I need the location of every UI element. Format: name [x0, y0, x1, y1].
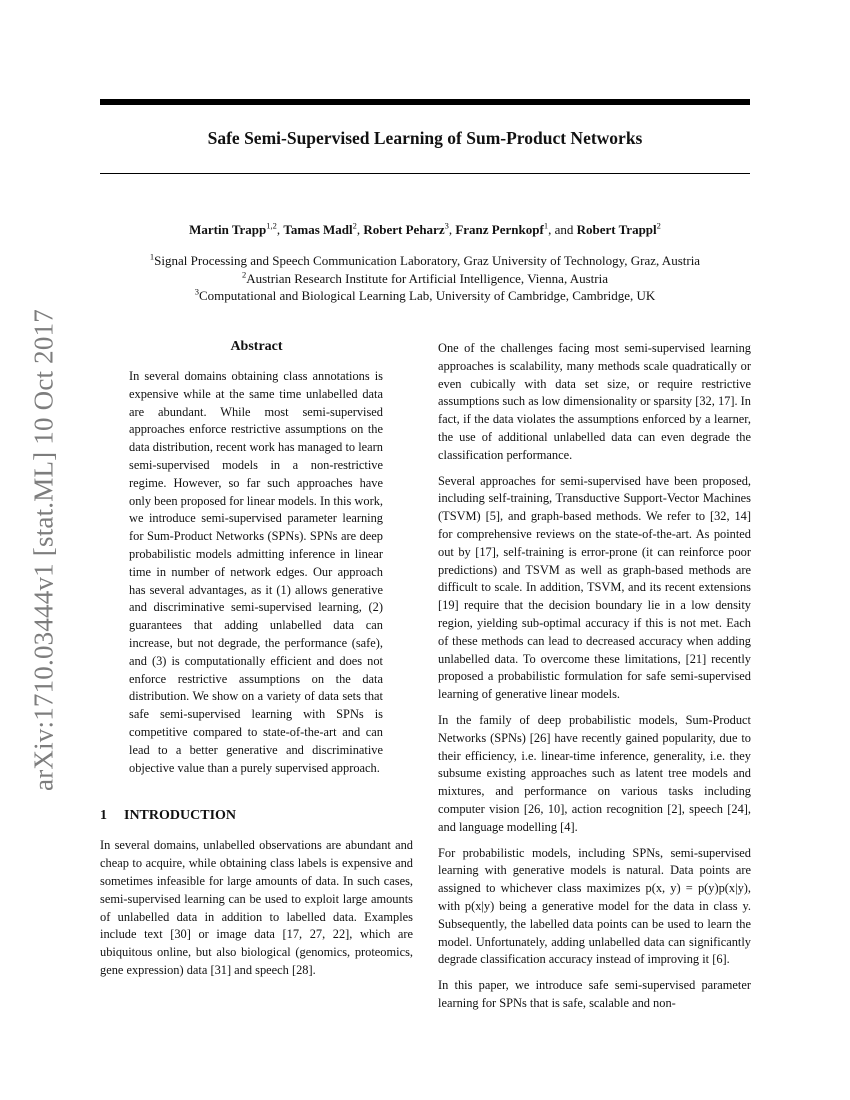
right-column	[438, 340, 751, 1021]
affiliation-mark: 2	[241, 269, 247, 280]
author-list	[100, 221, 750, 238]
affiliation-line	[100, 252, 750, 270]
intro-paragraph: In several domains, unlabelled observations are abundant and cheap to acquire, while obtaining class labels is expensive and sometimes infeasible for large amounts of data. In such cases, semi-supervised learning can be used to exploit large amounts of unlabelled data in addition to labelled data. Examples include text [30] or image data [17, 27, 22], which are ubiquitous online, but also biological (genomics, proteomics, gene expression) data [31] and speech [28].	[100, 838, 413, 977]
arxiv-sidebar	[26, 290, 62, 810]
affiliation-line	[100, 287, 750, 305]
author-separator: , and	[548, 222, 577, 237]
abstract-body: In several domains obtaining class annotations is expensive while at the same time unlabelled data are abundant. While most semi-supervised approaches enforce restrictive assumptions on the data distribution, recent work has managed to learn semi-supervised models in a non-restrictive regime. However, so far such approaches have only been proposed for linear models. In this work, we introduce semi-supervised parameter learning for Sum-Product Networks (SPNs). SPNs are deep probabilistic models admitting inference in linear time in number of network edges. Our approach has several advantages, as it (1) allows generative and discriminative semi-supervised learning, (2) guarantees that adding unlabelled data can increase, but not degrade, the performance (safe), and (3) is computationally efficient and does not enforce restrictive assumptions on the data distribution. We show on a variety of data sets that safe semi-supervised learning with SPNs is competitive compared to state-of-the-art and can lead to a better generative and discriminative objective value than a purely supervised approach.	[129, 369, 383, 775]
author-separator: ,	[448, 222, 456, 237]
left-column	[100, 338, 413, 988]
section-number: 1	[100, 808, 107, 824]
affiliation-text: Signal Processing and Speech Communication Laboratory, Graz University of Technology, Graz, Austria	[154, 253, 701, 268]
body-paragraph: In this paper, we introduce safe semi-supervised parameter learning for SPNs that is safe, scalable and non-	[438, 978, 751, 1010]
author-affiliation-mark: 2	[352, 220, 357, 231]
author-affiliation-mark: 1,2	[266, 220, 277, 231]
affiliation-list	[100, 252, 750, 305]
affiliation-mark: 1	[149, 251, 155, 262]
body-paragraph: In the family of deep probabilistic models, Sum-Product Networks (SPNs) [26] have recently gained popularity, due to their efficiency, i.e. linear-time inference, generality, i.e. they subsume existing approaches such as latent tree models and mixtures, and performance on various tasks including computer vision [26, 10], action recognition [2], speech [24], and language modelling [4].	[438, 712, 751, 834]
affiliation-text: Austrian Research Institute for Artificial Intelligence, Vienna, Austria	[246, 270, 609, 286]
section-heading	[100, 807, 413, 825]
author-name: Robert Trappl	[576, 222, 657, 237]
affiliation-text: Computational and Biological Learning Lab, University of Cambridge, Cambridge, UK	[198, 288, 656, 303]
author-affiliation-mark: 2	[656, 220, 661, 231]
title-bottom-rule	[100, 173, 750, 174]
author-name: Tamas Madl	[283, 222, 353, 237]
abstract-heading: Abstract	[230, 339, 283, 354]
paper-title: Safe Semi-Supervised Learning of Sum-Product Networks	[207, 128, 643, 148]
author-name: Martin Trapp	[189, 222, 267, 237]
title-top-rule	[100, 99, 750, 105]
author-name: Franz Pernkopf	[455, 222, 544, 237]
author-affiliation-mark: 3	[444, 220, 449, 231]
author-separator: ,	[356, 222, 364, 237]
author-name: Robert Peharz	[363, 222, 445, 237]
section-title: INTRODUCTION	[124, 808, 237, 824]
affiliation-mark: 3	[194, 286, 199, 297]
author-separator: ,	[276, 222, 284, 237]
author-affiliation-mark: 1	[543, 220, 549, 231]
body-paragraph: One of the challenges facing most semi-supervised learning approaches is scalability, many methods scale quadratically or even cubically with data set size, or require restrictive assumptions such as low dimensionality or sparsity [32, 17]. In fact, if the data violates the assumptions enforced by a learner, the use of additional unlabelled data can even degrade the classification performance.	[438, 341, 751, 462]
affiliation-line	[100, 270, 750, 288]
body-paragraph: Several approaches for semi-supervised have been proposed, including self-training, Transductive Support-Vector Machines (TSVM) [5], and graph-based methods. We refer to [32, 14] for comprehensive reviews on the state-of-the-art. As pointed out by [17], self-training is error-prone (it can reinforce poor predictions) and TSVM as well as graph-based methods are difficult to scale. In addition, TSVM, and its recent extensions [19] require that the decision boundary lie in a low density region, yielding sub-optimal accuracy if this is not met. Each of these methods can lead to decreased accuracy when adding unlabelled data. To overcome these limitations, [21] recently proposed a probabilistic formulation for safe semi-supervised learning of generative linear models.	[438, 473, 751, 702]
arxiv-stamp: arXiv:1710.03444v1 [stat.ML] 10 Oct 2017	[28, 309, 59, 791]
body-paragraph: For probabilistic models, including SPNs, semi-supervised learning with generative models is natural. Data points are assigned to whichever class maximizes p(x, y) = p(y)p(x|y), with p(x|y) being a generative model for the data in class y. Subsequently, the labelled data points can be used to learn the model. Unfortunately, adding unlabelled data can significantly degrade classification accuracy instead of improving it [6].	[438, 845, 751, 967]
